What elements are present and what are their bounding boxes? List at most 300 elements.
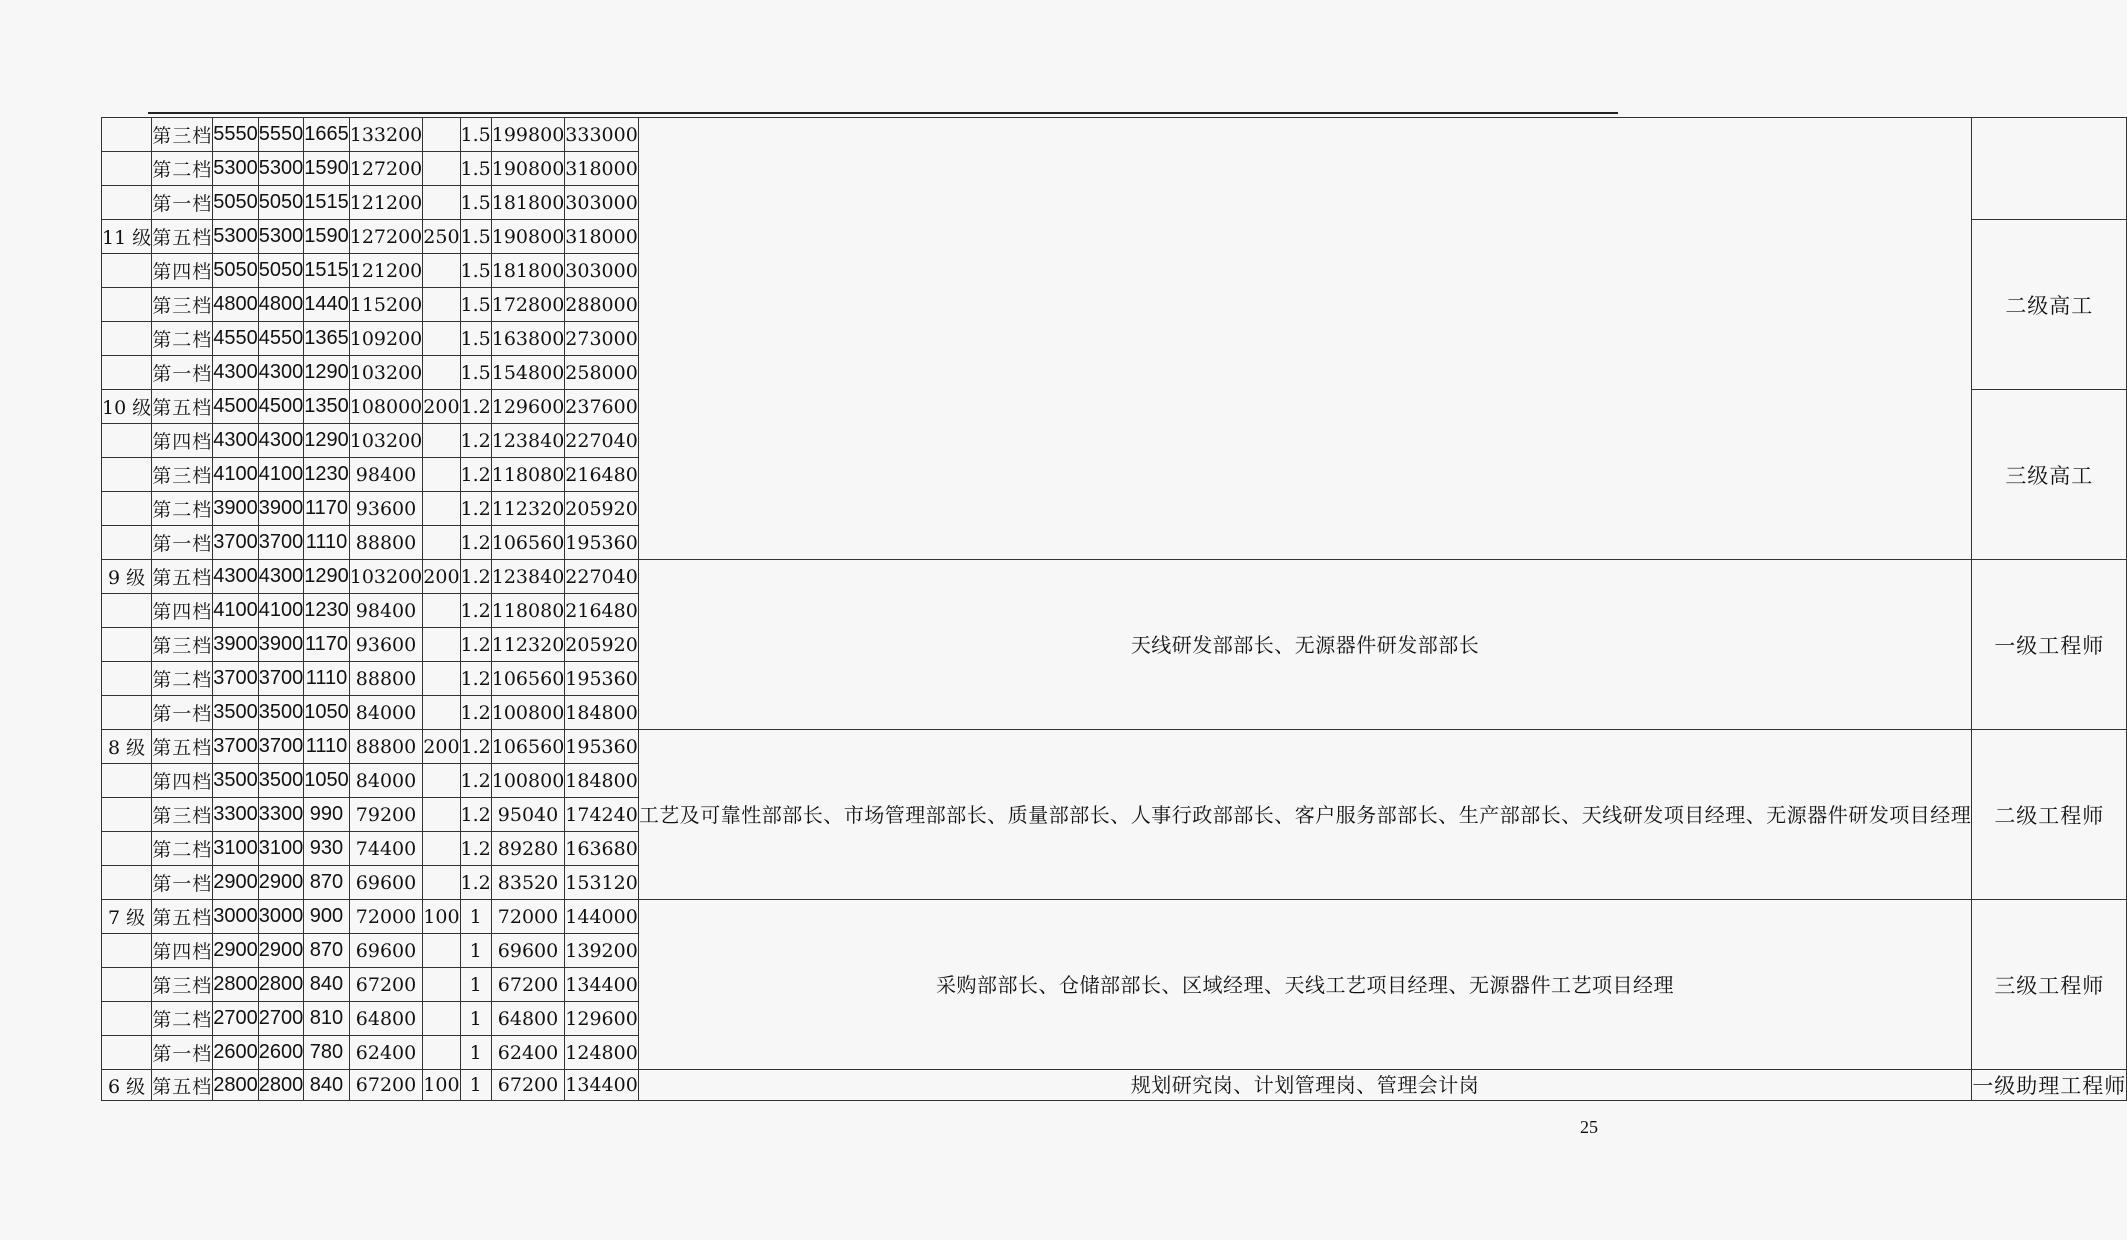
base-pay-cell: 3500 xyxy=(213,696,259,730)
performance-pay-cell: 95040 xyxy=(491,798,565,832)
base-pay-cell: 3700 xyxy=(213,662,259,696)
step-diff-cell xyxy=(423,662,460,696)
base-pay-cell: 3700 xyxy=(213,730,259,764)
professional-title-cell: 一级助理工程师 xyxy=(1972,1070,2127,1101)
performance-pay-cell: 69600 xyxy=(491,934,565,968)
allowance-cell: 1515 xyxy=(304,254,350,288)
position-pay-cell: 5050 xyxy=(258,254,304,288)
step-diff-cell xyxy=(423,288,460,322)
position-pay-cell: 4550 xyxy=(258,322,304,356)
position-pay-cell: 3000 xyxy=(258,900,304,934)
grade-level-cell xyxy=(102,186,152,220)
coefficient-cell: 1.2 xyxy=(460,696,491,730)
base-pay-cell: 3300 xyxy=(213,798,259,832)
annual-fixed-cell: 103200 xyxy=(349,356,423,390)
tier-cell: 第四档 xyxy=(152,424,213,458)
step-diff-cell xyxy=(423,1002,460,1036)
position-pay-cell: 3900 xyxy=(258,492,304,526)
coefficient-cell: 1.2 xyxy=(460,764,491,798)
annual-total-cell: 237600 xyxy=(565,390,639,424)
annual-fixed-cell: 108000 xyxy=(349,390,423,424)
performance-pay-cell: 112320 xyxy=(491,628,565,662)
step-diff-cell: 200 xyxy=(423,390,460,424)
coefficient-cell: 1 xyxy=(460,1036,491,1070)
tier-cell: 第一档 xyxy=(152,526,213,560)
annual-total-cell: 184800 xyxy=(565,696,639,730)
coefficient-cell: 1 xyxy=(460,1002,491,1036)
professional-title-cell: 三级工程师 xyxy=(1972,900,2127,1070)
annual-fixed-cell: 88800 xyxy=(349,662,423,696)
header-rule xyxy=(148,112,1618,114)
coefficient-cell: 1.5 xyxy=(460,220,491,254)
grade-level-cell xyxy=(102,798,152,832)
grade-level-cell xyxy=(102,662,152,696)
annual-fixed-cell: 121200 xyxy=(349,254,423,288)
allowance-cell: 930 xyxy=(304,832,350,866)
base-pay-cell: 2800 xyxy=(213,968,259,1002)
tier-cell: 第三档 xyxy=(152,968,213,1002)
annual-total-cell: 195360 xyxy=(565,662,639,696)
tier-cell: 第三档 xyxy=(152,118,213,152)
annual-fixed-cell: 103200 xyxy=(349,560,423,594)
position-pay-cell: 2900 xyxy=(258,934,304,968)
grade-level-cell xyxy=(102,288,152,322)
annual-fixed-cell: 88800 xyxy=(349,730,423,764)
performance-pay-cell: 123840 xyxy=(491,560,565,594)
grade-level-cell xyxy=(102,866,152,900)
allowance-cell: 1290 xyxy=(304,424,350,458)
annual-total-cell: 174240 xyxy=(565,798,639,832)
performance-pay-cell: 67200 xyxy=(491,968,565,1002)
position-pay-cell: 3500 xyxy=(258,696,304,730)
base-pay-cell: 4100 xyxy=(213,458,259,492)
base-pay-cell: 3700 xyxy=(213,526,259,560)
grade-level-cell xyxy=(102,152,152,186)
tier-cell: 第二档 xyxy=(152,492,213,526)
annual-fixed-cell: 121200 xyxy=(349,186,423,220)
performance-pay-cell: 100800 xyxy=(491,696,565,730)
tier-cell: 第五档 xyxy=(152,900,213,934)
position-pay-cell: 2700 xyxy=(258,1002,304,1036)
base-pay-cell: 2600 xyxy=(213,1036,259,1070)
table-row xyxy=(102,900,2127,934)
allowance-cell: 1230 xyxy=(304,458,350,492)
tier-cell: 第五档 xyxy=(152,730,213,764)
step-diff-cell xyxy=(423,186,460,220)
coefficient-cell: 1.5 xyxy=(460,118,491,152)
grade-level-cell xyxy=(102,492,152,526)
base-pay-cell: 2900 xyxy=(213,934,259,968)
coefficient-cell: 1.2 xyxy=(460,560,491,594)
tier-cell: 第三档 xyxy=(152,628,213,662)
annual-fixed-cell: 64800 xyxy=(349,1002,423,1036)
allowance-cell: 840 xyxy=(304,1070,350,1101)
base-pay-cell: 3900 xyxy=(213,628,259,662)
grade-level-cell xyxy=(102,356,152,390)
performance-pay-cell: 106560 xyxy=(491,662,565,696)
base-pay-cell: 4300 xyxy=(213,424,259,458)
annual-total-cell: 163680 xyxy=(565,832,639,866)
step-diff-cell xyxy=(423,934,460,968)
annual-fixed-cell: 109200 xyxy=(349,322,423,356)
step-diff-cell xyxy=(423,764,460,798)
annual-fixed-cell: 69600 xyxy=(349,866,423,900)
base-pay-cell: 2900 xyxy=(213,866,259,900)
grade-level-cell xyxy=(102,424,152,458)
coefficient-cell: 1.2 xyxy=(460,628,491,662)
positions-cell: 天线研发部部长、无源器件研发部部长 xyxy=(638,560,1972,730)
annual-fixed-cell: 103200 xyxy=(349,424,423,458)
coefficient-cell: 1.5 xyxy=(460,322,491,356)
annual-fixed-cell: 98400 xyxy=(349,594,423,628)
grade-level-cell xyxy=(102,1036,152,1070)
coefficient-cell: 1.2 xyxy=(460,594,491,628)
step-diff-cell xyxy=(423,322,460,356)
annual-total-cell: 258000 xyxy=(565,356,639,390)
performance-pay-cell: 190800 xyxy=(491,220,565,254)
position-pay-cell: 5300 xyxy=(258,220,304,254)
grade-level-cell xyxy=(102,968,152,1002)
base-pay-cell: 5050 xyxy=(213,254,259,288)
performance-pay-cell: 129600 xyxy=(491,390,565,424)
annual-total-cell: 184800 xyxy=(565,764,639,798)
annual-total-cell: 129600 xyxy=(565,1002,639,1036)
base-pay-cell: 2800 xyxy=(213,1070,259,1101)
annual-total-cell: 227040 xyxy=(565,424,639,458)
base-pay-cell: 3000 xyxy=(213,900,259,934)
grade-level-cell xyxy=(102,832,152,866)
annual-fixed-cell: 72000 xyxy=(349,900,423,934)
base-pay-cell: 5050 xyxy=(213,186,259,220)
positions-cell: 采购部部长、仓储部部长、区域经理、天线工艺项目经理、无源器件工艺项目经理 xyxy=(638,900,1972,1070)
annual-total-cell: 134400 xyxy=(565,1070,639,1101)
step-diff-cell xyxy=(423,594,460,628)
coefficient-cell: 1 xyxy=(460,968,491,1002)
professional-title-cell xyxy=(1972,118,2127,220)
grade-level-cell: 10 级 xyxy=(102,390,152,424)
allowance-cell: 1050 xyxy=(304,696,350,730)
step-diff-cell xyxy=(423,628,460,662)
tier-cell: 第一档 xyxy=(152,356,213,390)
tier-cell: 第二档 xyxy=(152,152,213,186)
step-diff-cell xyxy=(423,1036,460,1070)
position-pay-cell: 4100 xyxy=(258,458,304,492)
performance-pay-cell: 106560 xyxy=(491,526,565,560)
annual-total-cell: 195360 xyxy=(565,730,639,764)
professional-title-cell: 二级高工 xyxy=(1972,220,2127,390)
coefficient-cell: 1 xyxy=(460,1070,491,1101)
performance-pay-cell: 67200 xyxy=(491,1070,565,1101)
position-pay-cell: 2800 xyxy=(258,968,304,1002)
position-pay-cell: 2800 xyxy=(258,1070,304,1101)
grade-level-cell xyxy=(102,594,152,628)
position-pay-cell: 3300 xyxy=(258,798,304,832)
allowance-cell: 1170 xyxy=(304,628,350,662)
performance-pay-cell: 83520 xyxy=(491,866,565,900)
allowance-cell: 990 xyxy=(304,798,350,832)
step-diff-cell xyxy=(423,424,460,458)
tier-cell: 第一档 xyxy=(152,186,213,220)
position-pay-cell: 5300 xyxy=(258,152,304,186)
coefficient-cell: 1.5 xyxy=(460,254,491,288)
annual-total-cell: 303000 xyxy=(565,186,639,220)
tier-cell: 第四档 xyxy=(152,934,213,968)
step-diff-cell: 100 xyxy=(423,1070,460,1101)
position-pay-cell: 4300 xyxy=(258,424,304,458)
performance-pay-cell: 100800 xyxy=(491,764,565,798)
step-diff-cell: 200 xyxy=(423,730,460,764)
annual-fixed-cell: 69600 xyxy=(349,934,423,968)
base-pay-cell: 3500 xyxy=(213,764,259,798)
professional-title-cell: 二级工程师 xyxy=(1972,730,2127,900)
grade-level-cell: 6 级 xyxy=(102,1070,152,1101)
performance-pay-cell: 163800 xyxy=(491,322,565,356)
step-diff-cell xyxy=(423,254,460,288)
tier-cell: 第三档 xyxy=(152,458,213,492)
annual-total-cell: 333000 xyxy=(565,118,639,152)
allowance-cell: 1230 xyxy=(304,594,350,628)
grade-level-cell: 7 级 xyxy=(102,900,152,934)
position-pay-cell: 5050 xyxy=(258,186,304,220)
allowance-cell: 870 xyxy=(304,866,350,900)
performance-pay-cell: 112320 xyxy=(491,492,565,526)
table-row xyxy=(102,1070,2127,1101)
position-pay-cell: 4300 xyxy=(258,560,304,594)
performance-pay-cell: 181800 xyxy=(491,254,565,288)
tier-cell: 第三档 xyxy=(152,798,213,832)
coefficient-cell: 1.2 xyxy=(460,730,491,764)
annual-fixed-cell: 84000 xyxy=(349,764,423,798)
performance-pay-cell: 89280 xyxy=(491,832,565,866)
performance-pay-cell: 118080 xyxy=(491,594,565,628)
coefficient-cell: 1.5 xyxy=(460,288,491,322)
base-pay-cell: 4500 xyxy=(213,390,259,424)
tier-cell: 第二档 xyxy=(152,662,213,696)
allowance-cell: 870 xyxy=(304,934,350,968)
tier-cell: 第二档 xyxy=(152,322,213,356)
allowance-cell: 1350 xyxy=(304,390,350,424)
annual-fixed-cell: 67200 xyxy=(349,968,423,1002)
coefficient-cell: 1.2 xyxy=(460,662,491,696)
allowance-cell: 1110 xyxy=(304,662,350,696)
grade-level-cell xyxy=(102,696,152,730)
annual-fixed-cell: 115200 xyxy=(349,288,423,322)
allowance-cell: 1290 xyxy=(304,356,350,390)
allowance-cell: 1440 xyxy=(304,288,350,322)
table-row xyxy=(102,560,2127,594)
annual-total-cell: 318000 xyxy=(565,220,639,254)
performance-pay-cell: 181800 xyxy=(491,186,565,220)
performance-pay-cell: 172800 xyxy=(491,288,565,322)
annual-total-cell: 134400 xyxy=(565,968,639,1002)
step-diff-cell xyxy=(423,492,460,526)
grade-level-cell: 11 级 xyxy=(102,220,152,254)
grade-level-cell xyxy=(102,934,152,968)
annual-total-cell: 195360 xyxy=(565,526,639,560)
positions-cell xyxy=(638,118,1972,560)
annual-fixed-cell: 62400 xyxy=(349,1036,423,1070)
position-pay-cell: 3500 xyxy=(258,764,304,798)
allowance-cell: 1590 xyxy=(304,152,350,186)
position-pay-cell: 3700 xyxy=(258,526,304,560)
allowance-cell: 1050 xyxy=(304,764,350,798)
grade-level-cell xyxy=(102,628,152,662)
annual-total-cell: 205920 xyxy=(565,492,639,526)
grade-level-cell xyxy=(102,526,152,560)
base-pay-cell: 4100 xyxy=(213,594,259,628)
table-body xyxy=(102,118,2127,1101)
performance-pay-cell: 154800 xyxy=(491,356,565,390)
grade-level-cell xyxy=(102,118,152,152)
position-pay-cell: 4500 xyxy=(258,390,304,424)
base-pay-cell: 3100 xyxy=(213,832,259,866)
positions-cell: 规划研究岗、计划管理岗、管理会计岗 xyxy=(638,1070,1972,1101)
allowance-cell: 1590 xyxy=(304,220,350,254)
performance-pay-cell: 72000 xyxy=(491,900,565,934)
tier-cell: 第五档 xyxy=(152,390,213,424)
annual-fixed-cell: 88800 xyxy=(349,526,423,560)
annual-fixed-cell: 93600 xyxy=(349,628,423,662)
annual-total-cell: 303000 xyxy=(565,254,639,288)
coefficient-cell: 1.2 xyxy=(460,832,491,866)
annual-fixed-cell: 93600 xyxy=(349,492,423,526)
annual-total-cell: 227040 xyxy=(565,560,639,594)
step-diff-cell xyxy=(423,968,460,1002)
step-diff-cell xyxy=(423,118,460,152)
performance-pay-cell: 106560 xyxy=(491,730,565,764)
position-pay-cell: 5550 xyxy=(258,118,304,152)
coefficient-cell: 1.5 xyxy=(460,152,491,186)
grade-level-cell xyxy=(102,322,152,356)
annual-total-cell: 273000 xyxy=(565,322,639,356)
step-diff-cell xyxy=(423,356,460,390)
coefficient-cell: 1.5 xyxy=(460,186,491,220)
position-pay-cell: 4100 xyxy=(258,594,304,628)
coefficient-cell: 1.2 xyxy=(460,526,491,560)
performance-pay-cell: 62400 xyxy=(491,1036,565,1070)
tier-cell: 第五档 xyxy=(152,560,213,594)
tier-cell: 第四档 xyxy=(152,764,213,798)
performance-pay-cell: 64800 xyxy=(491,1002,565,1036)
annual-fixed-cell: 84000 xyxy=(349,696,423,730)
grade-level-cell: 8 级 xyxy=(102,730,152,764)
professional-title-cell: 一级工程师 xyxy=(1972,560,2127,730)
coefficient-cell: 1.2 xyxy=(460,492,491,526)
tier-cell: 第二档 xyxy=(152,832,213,866)
base-pay-cell: 5550 xyxy=(213,118,259,152)
performance-pay-cell: 118080 xyxy=(491,458,565,492)
step-diff-cell xyxy=(423,832,460,866)
annual-fixed-cell: 98400 xyxy=(349,458,423,492)
coefficient-cell: 1.2 xyxy=(460,798,491,832)
coefficient-cell: 1.2 xyxy=(460,458,491,492)
tier-cell: 第三档 xyxy=(152,288,213,322)
page-number: 25 xyxy=(1580,1117,1598,1137)
annual-total-cell: 288000 xyxy=(565,288,639,322)
coefficient-cell: 1 xyxy=(460,934,491,968)
annual-total-cell: 205920 xyxy=(565,628,639,662)
grade-level-cell: 9 级 xyxy=(102,560,152,594)
coefficient-cell: 1.2 xyxy=(460,866,491,900)
annual-total-cell: 153120 xyxy=(565,866,639,900)
annual-fixed-cell: 133200 xyxy=(349,118,423,152)
coefficient-cell: 1.2 xyxy=(460,390,491,424)
coefficient-cell: 1.2 xyxy=(460,424,491,458)
professional-title-cell: 三级高工 xyxy=(1972,390,2127,560)
annual-fixed-cell: 127200 xyxy=(349,152,423,186)
step-diff-cell: 200 xyxy=(423,560,460,594)
base-pay-cell: 2700 xyxy=(213,1002,259,1036)
tier-cell: 第一档 xyxy=(152,696,213,730)
grade-level-cell xyxy=(102,458,152,492)
performance-pay-cell: 123840 xyxy=(491,424,565,458)
performance-pay-cell: 199800 xyxy=(491,118,565,152)
annual-total-cell: 144000 xyxy=(565,900,639,934)
tier-cell: 第四档 xyxy=(152,254,213,288)
position-pay-cell: 2600 xyxy=(258,1036,304,1070)
allowance-cell: 840 xyxy=(304,968,350,1002)
position-pay-cell: 4800 xyxy=(258,288,304,322)
tier-cell: 第五档 xyxy=(152,220,213,254)
position-pay-cell: 3900 xyxy=(258,628,304,662)
allowance-cell: 1290 xyxy=(304,560,350,594)
base-pay-cell: 5300 xyxy=(213,152,259,186)
table-row xyxy=(102,118,2127,152)
step-diff-cell xyxy=(423,866,460,900)
base-pay-cell: 4550 xyxy=(213,322,259,356)
performance-pay-cell: 190800 xyxy=(491,152,565,186)
position-pay-cell: 3100 xyxy=(258,832,304,866)
position-pay-cell: 4300 xyxy=(258,356,304,390)
base-pay-cell: 4800 xyxy=(213,288,259,322)
allowance-cell: 1515 xyxy=(304,186,350,220)
allowance-cell: 1665 xyxy=(304,118,350,152)
base-pay-cell: 4300 xyxy=(213,356,259,390)
base-pay-cell: 5300 xyxy=(213,220,259,254)
step-diff-cell: 100 xyxy=(423,900,460,934)
table-row xyxy=(102,730,2127,764)
annual-total-cell: 139200 xyxy=(565,934,639,968)
allowance-cell: 900 xyxy=(304,900,350,934)
step-diff-cell xyxy=(423,526,460,560)
position-pay-cell: 3700 xyxy=(258,662,304,696)
salary-grade-table xyxy=(101,117,2127,1101)
allowance-cell: 1365 xyxy=(304,322,350,356)
tier-cell: 第一档 xyxy=(152,1036,213,1070)
annual-fixed-cell: 74400 xyxy=(349,832,423,866)
step-diff-cell: 250 xyxy=(423,220,460,254)
tier-cell: 第一档 xyxy=(152,866,213,900)
annual-total-cell: 124800 xyxy=(565,1036,639,1070)
step-diff-cell xyxy=(423,798,460,832)
coefficient-cell: 1 xyxy=(460,900,491,934)
coefficient-cell: 1.5 xyxy=(460,356,491,390)
annual-fixed-cell: 127200 xyxy=(349,220,423,254)
allowance-cell: 1110 xyxy=(304,526,350,560)
allowance-cell: 780 xyxy=(304,1036,350,1070)
allowance-cell: 1110 xyxy=(304,730,350,764)
grade-level-cell xyxy=(102,764,152,798)
allowance-cell: 1170 xyxy=(304,492,350,526)
positions-cell: 工艺及可靠性部部长、市场管理部部长、质量部部长、人事行政部部长、客户服务部部长、生产部部长、天线研发项目经理、无源器件研发项目经理 xyxy=(638,730,1972,900)
annual-fixed-cell: 67200 xyxy=(349,1070,423,1101)
base-pay-cell: 3900 xyxy=(213,492,259,526)
tier-cell: 第二档 xyxy=(152,1002,213,1036)
allowance-cell: 810 xyxy=(304,1002,350,1036)
tier-cell: 第五档 xyxy=(152,1070,213,1101)
annual-total-cell: 216480 xyxy=(565,594,639,628)
annual-total-cell: 318000 xyxy=(565,152,639,186)
